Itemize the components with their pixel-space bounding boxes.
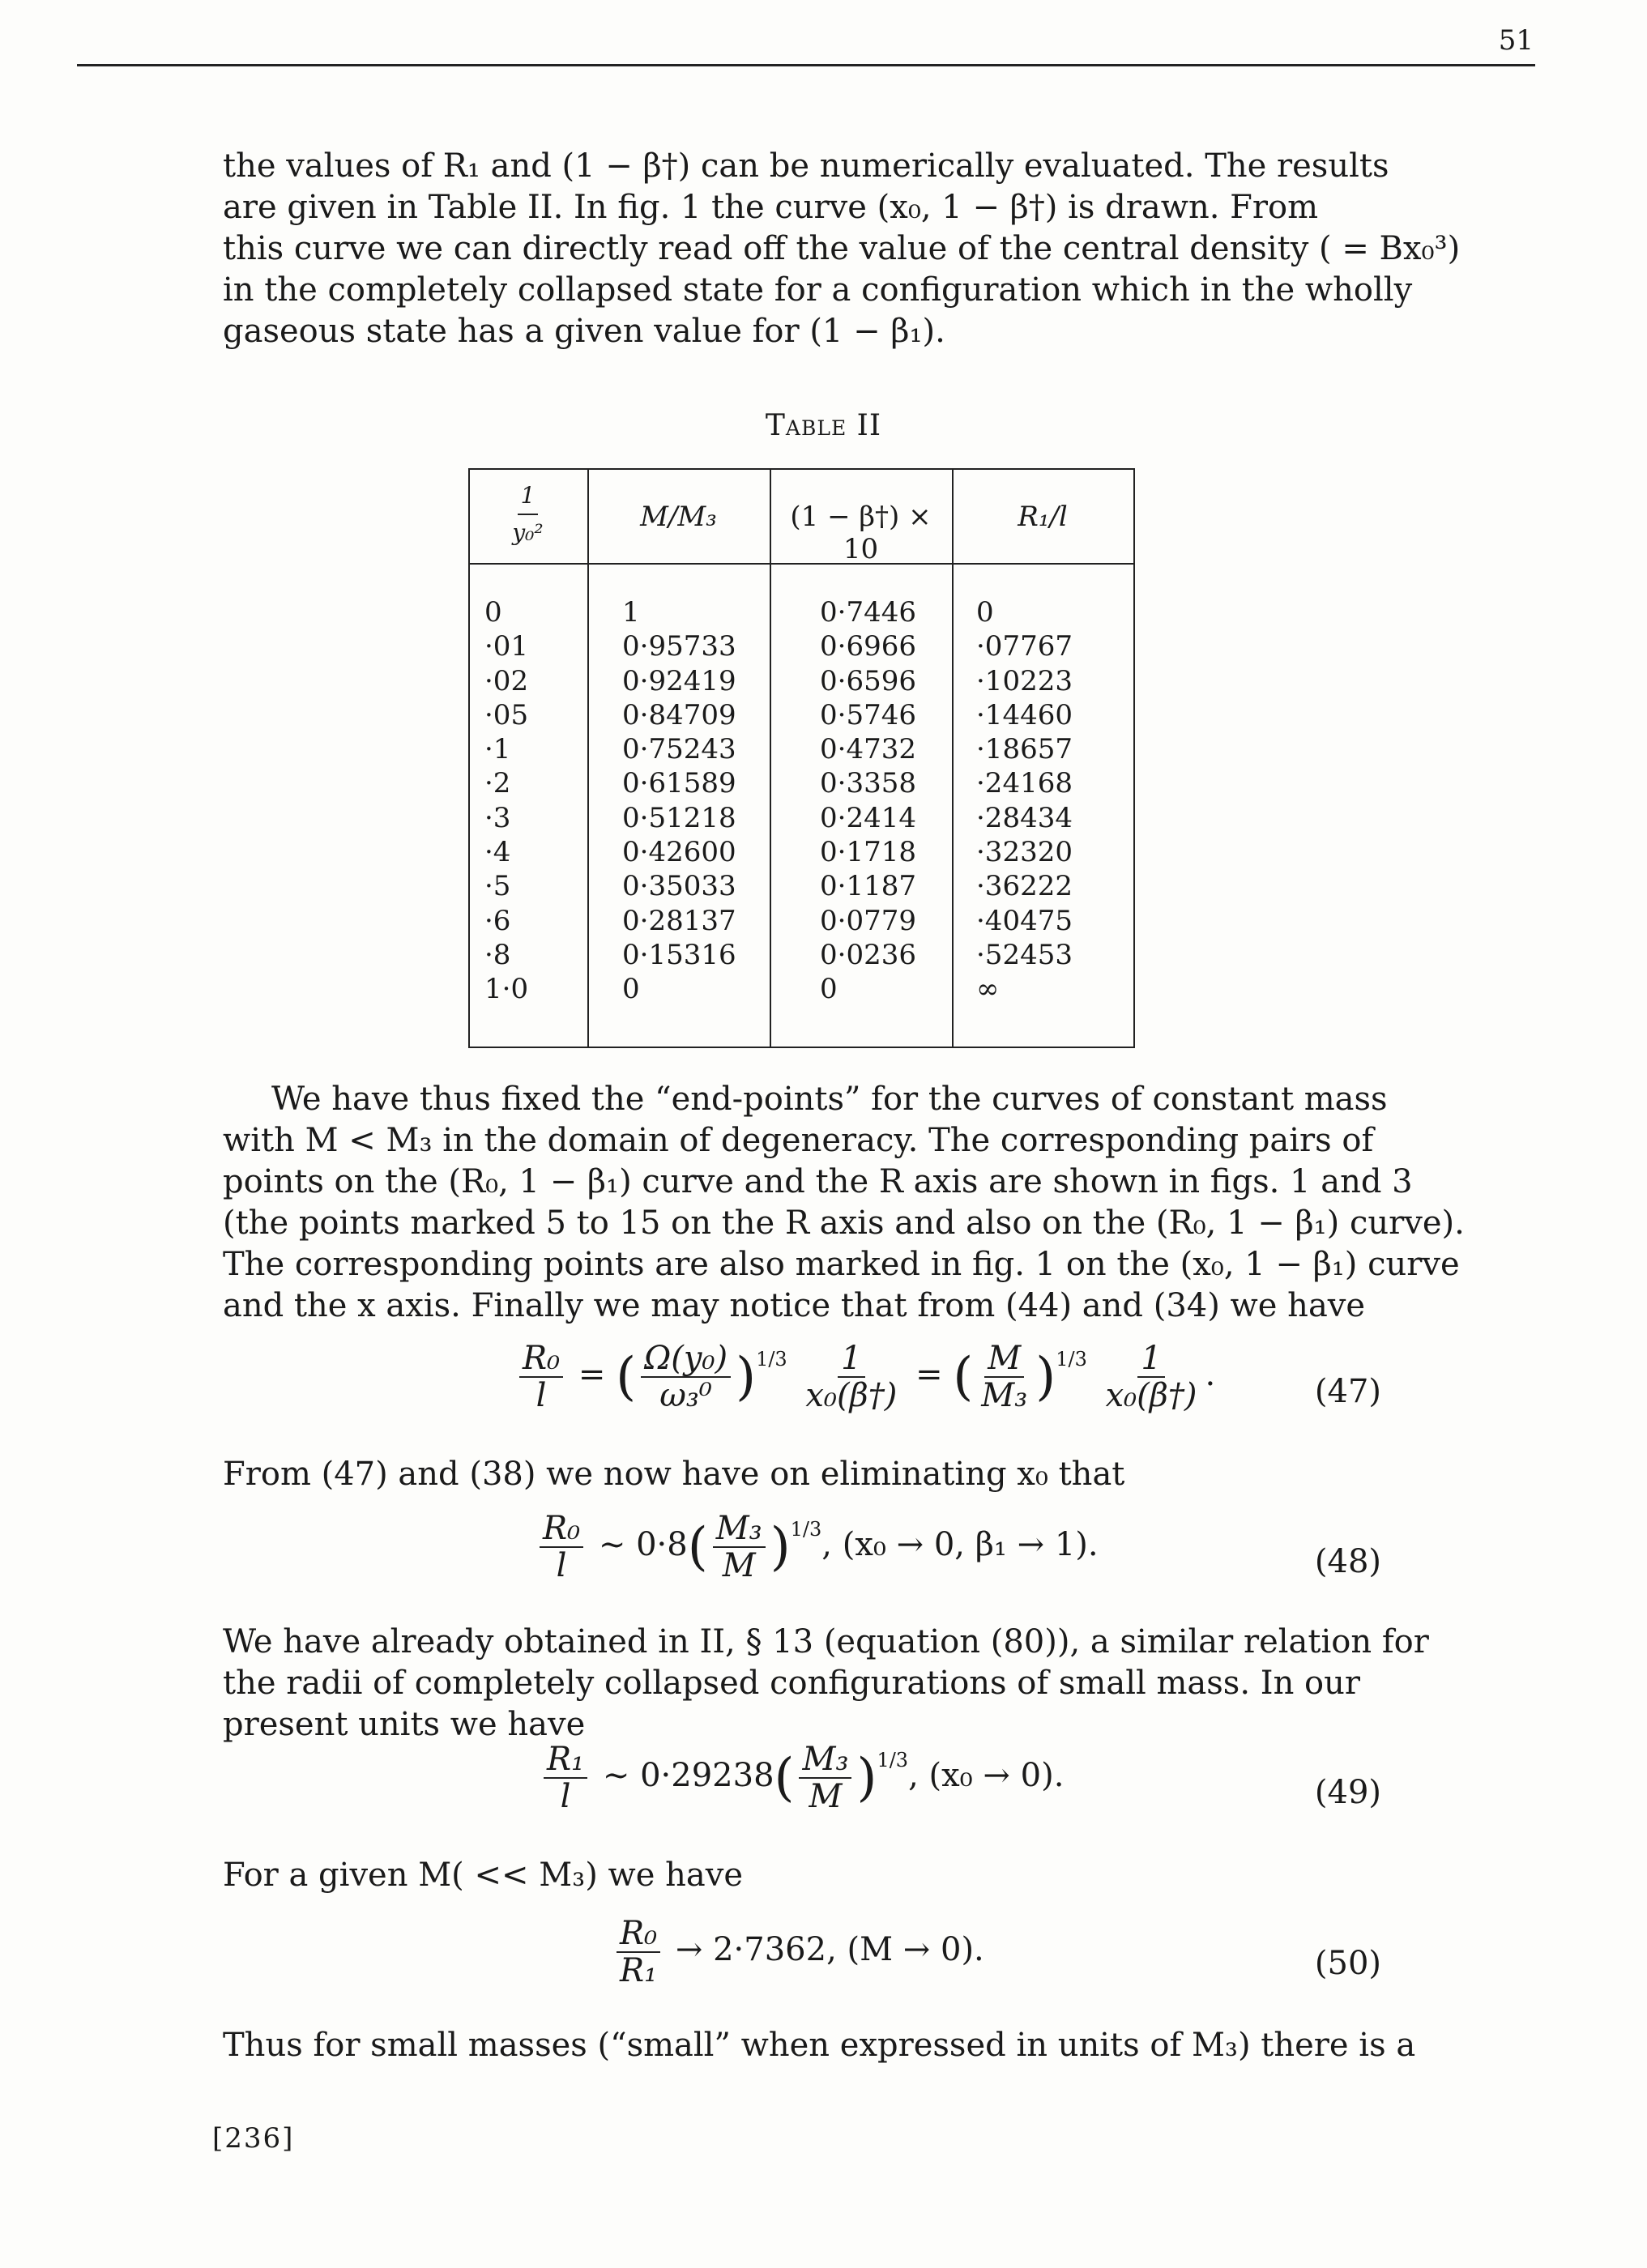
para2-line-2: with M < M₃ in the domain of degeneracy. The corresponding pairs of — [223, 1122, 1374, 1159]
table-cell: 0·4732 — [820, 733, 916, 766]
table-cell: 0·6966 — [820, 630, 916, 663]
table-cell: ·52453 — [976, 938, 1073, 971]
eq-frac-den: x₀(β†) — [805, 1377, 898, 1414]
para4-line-2: the radii of completely collapsed configurations of small mass. In our — [223, 1665, 1361, 1702]
table-cell: ∞ — [976, 973, 1000, 1006]
equation-number: (50) — [1314, 1945, 1381, 1982]
eq-tail: . — [1205, 1356, 1216, 1393]
header-frac-num: 1 — [518, 478, 539, 515]
eq-lhs-num: R₀ — [540, 1511, 583, 1548]
body-paragraph — [223, 1855, 1381, 1896]
table-cell: ·24168 — [976, 767, 1073, 800]
table-cell: 0·35033 — [622, 870, 736, 903]
body-paragraph — [223, 1079, 1465, 1327]
table-cell: 0 — [976, 596, 994, 629]
eq-m-den: M — [722, 1547, 756, 1584]
eq-mid-den: ω₃⁰ — [659, 1377, 712, 1414]
para2-line-5: The corresponding points are also marked in fig. 1 on the (x₀, 1 − β₁) curve — [223, 1246, 1460, 1283]
table-cell: 0·5746 — [820, 698, 916, 731]
table-cell: ·10223 — [976, 664, 1073, 697]
table-cell: 0·28137 — [622, 904, 736, 937]
table-cell: 0·3358 — [820, 767, 916, 800]
equation-47: $\frac{\text{R₀}}{l}$ = ( $\frac{\text{Ω(y₀)}}{\text{ω₃⁰}}$ )$^{1/3}$ $\frac{1}{\text{x₀(β†)}}$ = ( $\frac{M}{\text{M₃}}$ )$^{1/3}$ $\frac{1}{\text{x₀(β†)}}$ . (47) — [223, 1341, 1381, 1446]
eq-frac-num: 1 — [1137, 1341, 1164, 1378]
eq-m-den: M — [809, 1778, 843, 1815]
eq-equals: = — [915, 1356, 943, 1393]
table-cell: 0·2414 — [820, 801, 916, 834]
para2-line-1: We have thus fixed the “end-points” for the curves of constant mass — [271, 1081, 1388, 1118]
eq-lhs-den: R₁ — [620, 1952, 658, 1989]
table-cell: 0·92419 — [622, 664, 736, 697]
eq-m-num: M₃ — [799, 1742, 851, 1779]
table-cell: ·8 — [484, 938, 511, 971]
table-cell: 0·1718 — [820, 836, 916, 869]
table-cell: ·4 — [484, 836, 511, 869]
table-caption: Table II — [765, 409, 882, 442]
table-col-r1 — [976, 595, 1073, 1007]
table-cell: ·02 — [484, 664, 529, 697]
page-number: 51 — [1498, 24, 1534, 57]
eq-lhs-num: R₀ — [519, 1341, 563, 1378]
table-header-r1: R₁/l — [1018, 501, 1068, 533]
table-cell: 0·61589 — [622, 767, 736, 800]
intro-paragraph — [223, 146, 1461, 352]
para2-line-6: and the x axis. Finally we may notice that from (44) and (34) we have — [223, 1287, 1366, 1324]
table-cell: 0·95733 — [622, 630, 736, 663]
table-cell: ·1 — [484, 733, 511, 766]
table-cell: 1·0 — [484, 973, 529, 1006]
body-paragraph — [223, 2025, 1416, 2066]
eq-lhs-num: R₁ — [544, 1742, 587, 1779]
table-cell: ·05 — [484, 698, 529, 731]
eq-m-num: M — [984, 1341, 1024, 1378]
eq-equals: = — [578, 1356, 606, 1393]
eq-lhs-den: l — [556, 1547, 567, 1584]
para2-line-3: points on the (R₀, 1 − β₁) curve and the R axis are shown in figs. 1 and 3 — [223, 1163, 1413, 1200]
eq-lhs-num: R₀ — [617, 1916, 660, 1953]
table-cell: ·3 — [484, 801, 511, 834]
table-col-rule — [1133, 468, 1135, 1047]
equation-50 — [223, 1916, 1381, 2013]
table-cell: ·32320 — [976, 836, 1073, 869]
para4-line-1: We have already obtained in II, § 13 (equation (80)), a similar relation for — [223, 1623, 1429, 1660]
eq-lhs-den: l — [535, 1377, 547, 1414]
table-header-mass: M/M₃ — [640, 501, 717, 533]
table-header-beta: (1 − β†) × 10 — [790, 501, 932, 565]
table-cell: ·36222 — [976, 870, 1073, 903]
table-cell: 0·42600 — [622, 836, 736, 869]
equation-number: (48) — [1314, 1543, 1381, 1580]
table-cell: 0·51218 — [622, 801, 736, 834]
table-cell: 0·1187 — [820, 870, 916, 903]
eq-mid-num: Ω(y₀) — [641, 1341, 731, 1378]
table-cell: 1 — [622, 596, 640, 629]
equation-49: $\frac{\text{R₁}}{l}$ ∼ 0·29238( $\frac{\text{M₃}}{M}$ )$^{1/3}$, (x₀ → 0). (49) — [223, 1742, 1381, 1847]
equation-48: $\frac{\text{R₀}}{l}$ ∼ 0·8( $\frac{\text{M₃}}{M}$ )$^{1/3}$, (x₀ → 0, β₁ → 1). (48) — [223, 1511, 1381, 1616]
para5-line: For a given M( << M₃) we have — [223, 1857, 744, 1894]
table-cell: 0·0779 — [820, 904, 916, 937]
table-cell: ·2 — [484, 767, 511, 800]
eq-exponent: 1/3 — [877, 1749, 909, 1771]
table-cell: ·5 — [484, 870, 511, 903]
page-footer-label: [236] — [212, 2122, 295, 2155]
table-col-beta — [820, 595, 916, 1007]
equation-number: (47) — [1314, 1373, 1381, 1410]
body-paragraph — [223, 1454, 1381, 1495]
eq-m-num: M₃ — [713, 1511, 766, 1548]
table-cell: 0·84709 — [622, 698, 736, 731]
table-col-rule — [952, 468, 954, 1047]
para2-line-4: (the points marked 5 to 15 on the R axis and also on the (R₀, 1 − β₁) curve). — [223, 1204, 1465, 1242]
intro-line-4: in the completely collapsed state for a configuration which in the wholly — [223, 271, 1413, 309]
intro-line-5: gaseous state has a given value for (1 − β₁). — [223, 313, 945, 350]
eq-m-den: M₃ — [981, 1377, 1028, 1414]
table-cell: 0·0236 — [820, 938, 916, 971]
table-col-inv-y0-sq — [484, 595, 528, 1007]
body-paragraph — [223, 1622, 1429, 1746]
eq-lhs-den: l — [560, 1778, 571, 1815]
table-header-inv-y0-sq — [468, 478, 587, 551]
table-cell: ·6 — [484, 904, 511, 937]
table-col-rule — [587, 468, 589, 1047]
eq-frac-num: 1 — [838, 1341, 864, 1378]
header-rule — [77, 64, 1535, 66]
eq-exponent: 1/3 — [756, 1348, 787, 1371]
table-col-rule — [468, 468, 470, 1047]
para4-line-3: present units we have — [223, 1706, 586, 1743]
table-cell: ·40475 — [976, 904, 1073, 937]
equation-number: (49) — [1314, 1774, 1381, 1811]
eq-approx: ∼ 0·29238 — [602, 1757, 774, 1794]
table-cell: 0·7446 — [820, 596, 916, 629]
table-cell: 0 — [484, 596, 502, 629]
eq-exponent: 1/3 — [790, 1518, 822, 1541]
eq-condition: , (x₀ → 0). — [908, 1757, 1065, 1794]
para6-line: Thus for small masses (“small” when expressed in units of M₃) there is a — [223, 2027, 1416, 2064]
table-cell: ·01 — [484, 630, 529, 663]
table-cell: ·18657 — [976, 733, 1073, 766]
eq-rhs: → 2·7362, (M → 0). — [675, 1931, 984, 1968]
table-cell: ·14460 — [976, 698, 1073, 731]
table-col-mass — [622, 595, 736, 1007]
table-cell: 0 — [622, 973, 640, 1006]
intro-line-2: are given in Table II. In fig. 1 the curve (x₀, 1 − β†) is drawn. From — [223, 189, 1319, 226]
eq-condition: , (x₀ → 0, β₁ → 1). — [821, 1526, 1099, 1563]
table-cell: ·28434 — [976, 801, 1073, 834]
intro-line-1: the values of R₁ and (1 − β†) can be numerically evaluated. The results — [223, 147, 1389, 185]
table-cell: 0·75243 — [622, 733, 736, 766]
para3-line: From (47) and (38) we now have on eliminating x₀ that — [223, 1456, 1125, 1493]
eq-frac-den: x₀(β†) — [1105, 1377, 1197, 1414]
table-cell: ·07767 — [976, 630, 1073, 663]
table-cell: 0 — [820, 973, 838, 1006]
table-cell: 0·6596 — [820, 664, 916, 697]
eq-approx: ∼ 0·8 — [598, 1526, 688, 1563]
table-cell: 0·15316 — [622, 938, 736, 971]
header-frac-den: y₀² — [512, 519, 544, 546]
intro-line-3: this curve we can directly read off the value of the central density ( = Bx₀³) — [223, 230, 1461, 267]
eq-exponent: 1/3 — [1056, 1348, 1087, 1371]
